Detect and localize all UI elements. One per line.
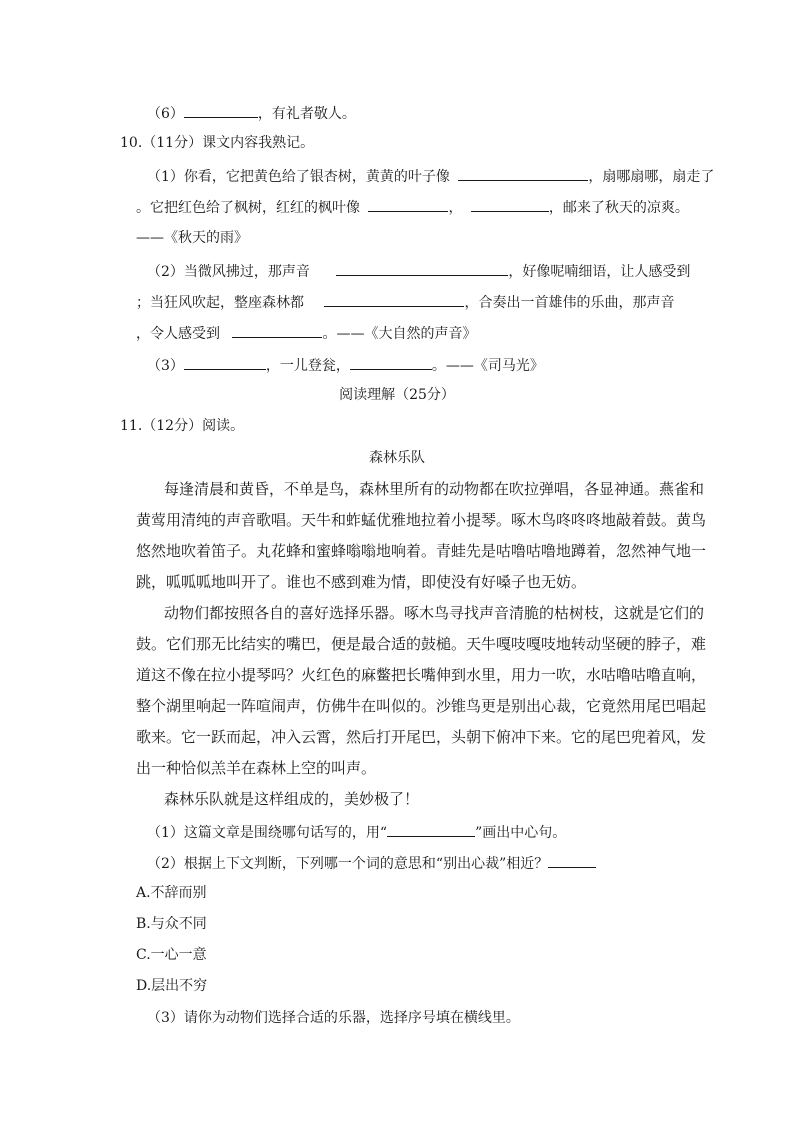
question-10-title: 10.（11分）课文内容我熟记。 — [120, 135, 315, 151]
article-para2-line: 歌来。它一跃而起，冲入云霄，然后打开尾巴，头朝下俯冲下来。它的尾巴兜着风，发 — [136, 728, 707, 746]
q10-p3-text-a: （3） — [147, 358, 184, 374]
q11-sub2 — [147, 853, 596, 873]
article-para2-line: 出一种恰似羔羊在森林上空的叫声。 — [136, 759, 377, 777]
q10-p2-text-b: ，好像呢喃细语，让人感受到 — [508, 264, 691, 280]
option-b[interactable]: B.与众不同 — [136, 916, 207, 932]
q10-p1-text-d: ， — [448, 200, 463, 216]
q6-number: （6） — [147, 106, 184, 122]
answer-blank[interactable] — [324, 292, 464, 307]
q10-p2-line1 — [147, 261, 690, 281]
q10-p2-text-d: ，合奏出一首雄伟的乐曲，那声音 — [464, 295, 675, 311]
answer-blank[interactable] — [232, 323, 322, 338]
option-a[interactable]: A.不辞而别 — [136, 885, 207, 901]
article-para2-line: 道这不像在拉小提琴吗？火红色的麻鳖把长嘴伸到水里，用力一吹，水咕噜咕噜直响， — [136, 666, 707, 684]
q10-p3-line — [147, 355, 544, 375]
q11-sub1-text-a: （1）这篇文章是围绕哪句话写的，用“ — [147, 825, 388, 841]
q10-p1-line1 — [147, 166, 714, 186]
article-title: 森林乐队 — [369, 450, 425, 466]
q10-p2-line3 — [136, 323, 476, 343]
answer-blank[interactable] — [336, 261, 508, 276]
answer-blank[interactable] — [458, 166, 588, 181]
article-para2-line: 鼓。它们那无比结实的嘴巴，便是最合适的鼓槌。天牛嘎吱嘎吱地转动坚硬的脖子，难 — [136, 635, 707, 653]
answer-blank[interactable] — [548, 853, 596, 868]
article-para1-line: 跳，呱呱呱地叫开了。谁也不感到难为情，即使没有好嗓子也无妨。 — [136, 573, 587, 591]
q11-sub3: （3）请你为动物们选择合适的乐器，选择序号填在横线里。 — [147, 1010, 520, 1026]
q10-p1-line2 — [136, 197, 689, 217]
q10-p3-text-c: 。——《司马光》 — [431, 358, 544, 374]
article-para2-line: 动物们都按照各自的喜好选择乐器。啄木鸟寻找声音清脆的枯树枝，这就是它们的 — [164, 604, 705, 622]
q10-p1-text-c: 。它把红色给了枫树，红红的枫叶像 — [136, 200, 360, 216]
answer-blank[interactable] — [368, 197, 448, 212]
q6-text: ，有礼者敬人。 — [257, 106, 356, 122]
q10-p1-text-a: （1）你看，它把黄色给了银杏树，黄黄的叶子像 — [147, 169, 450, 185]
answer-blank[interactable] — [184, 103, 258, 118]
q10-p2-text-a: （2）当微风拂过，那声音 — [147, 264, 310, 280]
article-para1-line: 黄莺用清纯的声音歌唱。天牛和蚱蜢优雅地拉着小提琴。啄木鸟咚咚咚地敲着鼓。黄鸟 — [136, 511, 707, 529]
q10-p1-source: ——《秋天的雨》 — [136, 230, 248, 246]
q10-p2-text-c: ；当狂风吹起，整座森林都 — [136, 295, 304, 311]
q10-p1-text-e: ，邮来了秋天的凉爽。 — [548, 200, 689, 216]
option-c[interactable]: C.一心一意 — [136, 947, 207, 963]
answer-blank[interactable] — [184, 355, 266, 370]
q11-sub2-text: （2）根据上下文判断，下列哪一个词的意思和“别出心裁”相近？ — [147, 856, 549, 872]
q10-p3-text-b: ，一儿登瓮， — [265, 358, 350, 374]
article-para1-line: 每逢清晨和黄昏，不单是鸟，森林里所有的动物都在吹拉弹唱，各显神通。燕雀和 — [164, 480, 705, 498]
answer-blank[interactable] — [350, 355, 432, 370]
article-para1-line: 悠然地吹着笛子。丸花蜂和蜜蜂嗡嗡地响着。青蛙先是咕噜咕噜地蹲着，忽然神气地一 — [136, 542, 707, 560]
q10-p2-line2 — [136, 292, 674, 312]
q11-sub1 — [147, 822, 566, 842]
answer-blank[interactable] — [387, 822, 475, 837]
question-11-title: 11.（12分）阅读。 — [120, 418, 245, 434]
answer-blank[interactable] — [471, 197, 549, 212]
q10-p1-text-b: ，扇哪扇哪，扇走了 — [588, 169, 715, 185]
option-d[interactable]: D.层出不穷 — [136, 978, 208, 994]
q6-line — [147, 103, 356, 123]
q10-p2-text-f: 。——《大自然的声音》 — [322, 326, 477, 342]
article-para2-line: 整个湖里响起一阵喧闹声，仿佛牛在叫似的。沙锥鸟更是别出心裁，它竟然用尾巴唱起 — [136, 697, 707, 715]
q11-sub1-text-b: ”画出中心句。 — [475, 825, 567, 841]
q10-p2-text-e: ，令人感受到 — [136, 326, 220, 342]
article-para3: 森林乐队就是这样组成的，美妙极了！ — [164, 790, 420, 808]
section-heading: 阅读理解（25分） — [339, 387, 455, 403]
